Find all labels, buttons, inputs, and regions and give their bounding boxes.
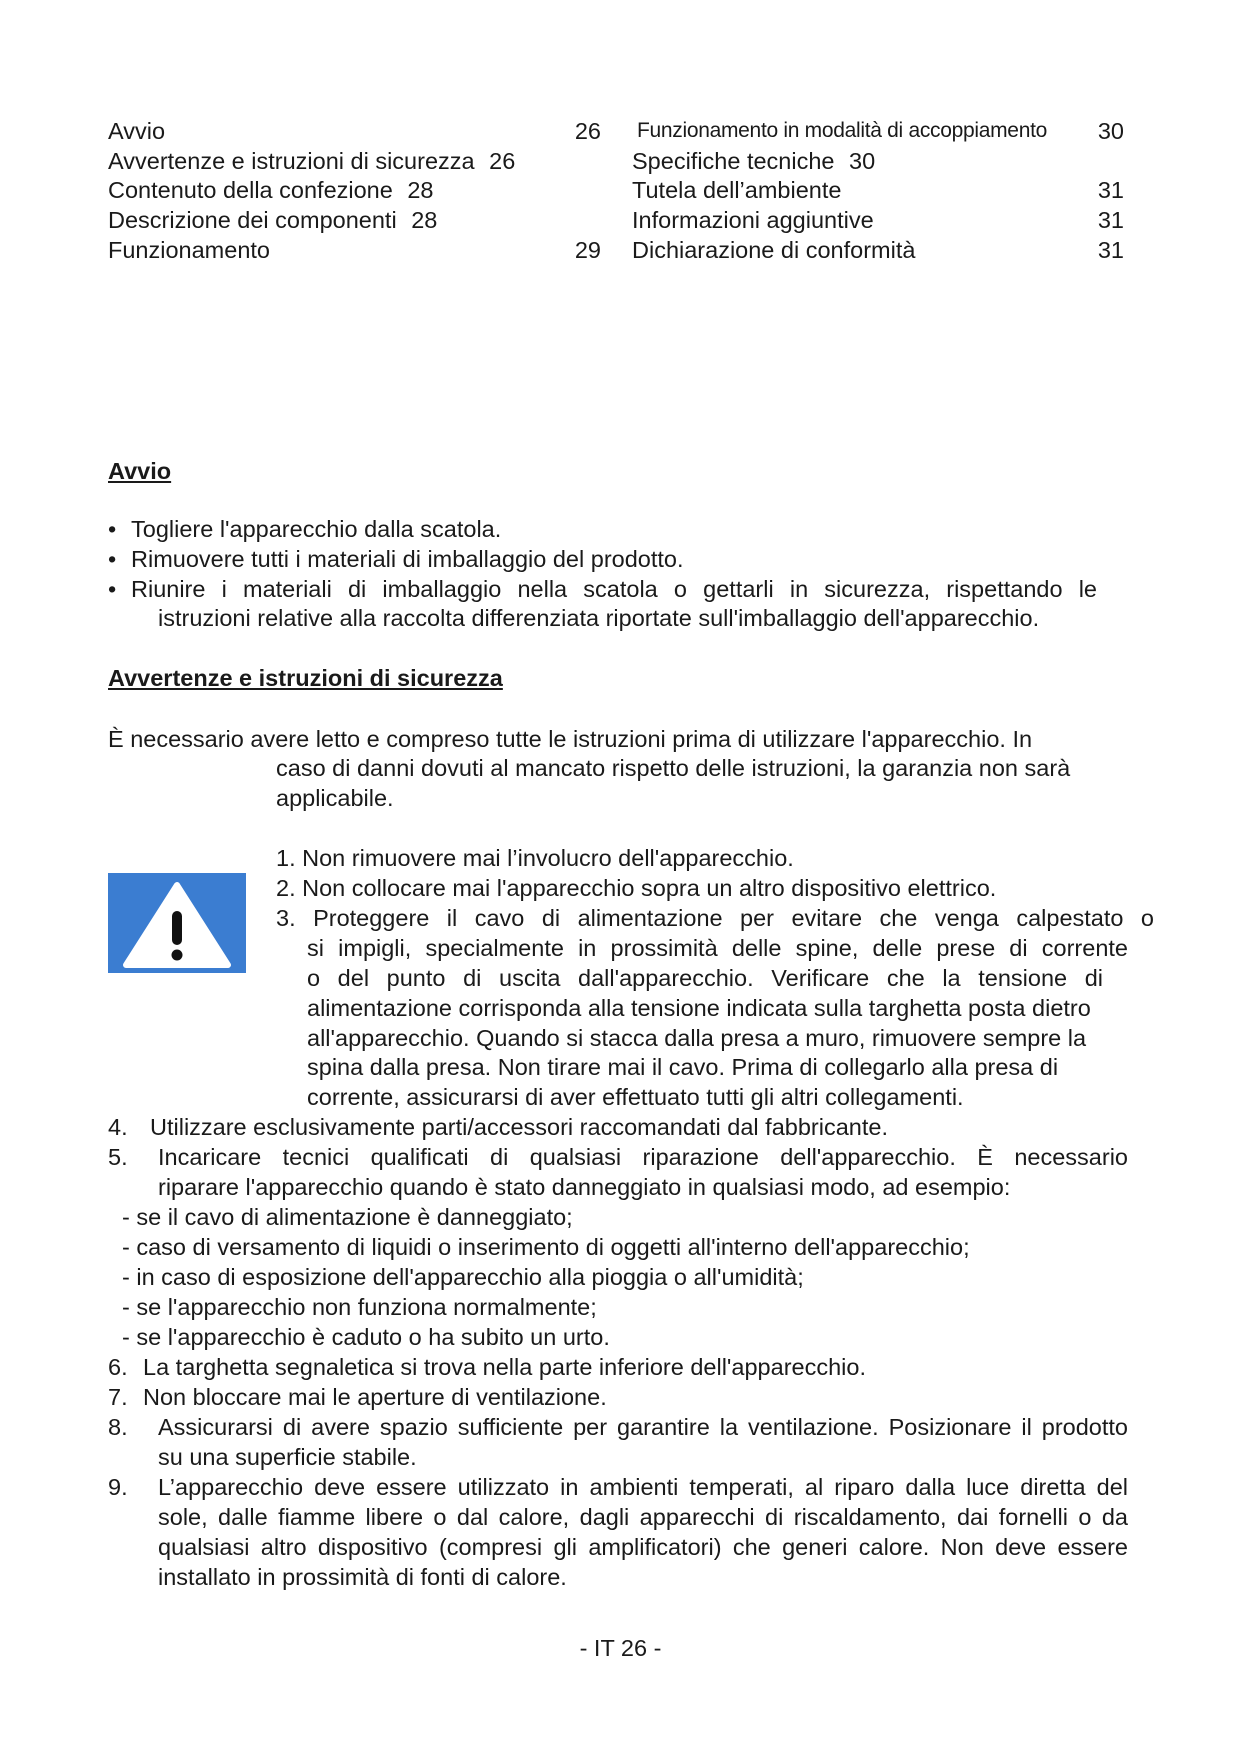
toc-title: Contenuto della confezione	[108, 177, 393, 203]
list-item	[108, 514, 116, 544]
bullet-icon: •	[108, 576, 117, 602]
safety-item-3-cont: spina dalla presa. Non tirare mai il cavo. Prima di collegarlo alla presa di	[307, 1054, 1059, 1080]
intro-line: caso di danni dovuti al mancato rispetto delle istruzioni, la garanzia non sarà	[276, 755, 1071, 781]
toc-entry[interactable]	[632, 235, 915, 265]
safety-item-8: Assicurarsi di avere spazio sufficiente per garantire la ventilazione. Posizionare il prodotto	[158, 1414, 1128, 1440]
safety-item-3-cont: si impigli, specialmente in prossimità delle spine, delle prese di corrente	[307, 935, 1128, 961]
dash-item: - se il cavo di alimentazione è danneggiato;	[122, 1204, 573, 1230]
toc-title: Dichiarazione di conformità	[632, 237, 916, 263]
toc-title: Funzionamento	[108, 237, 270, 263]
toc-page: 29	[574, 237, 601, 263]
safety-item-9-cont: sole, dalle fiamme libere o dal calore, dagli apparecchi di riscaldamento, dai fornelli o da	[158, 1504, 1128, 1530]
toc-page: 31	[1097, 237, 1124, 263]
dash-item: - se l'apparecchio è caduto o ha subito un urto.	[122, 1324, 610, 1350]
toc-entry[interactable]	[108, 116, 165, 146]
toc-page: 28	[407, 177, 434, 203]
safety-item-3-cont: all'apparecchio. Quando si stacca dalla presa a muro, rimuovere sempre la	[307, 1025, 1087, 1051]
safety-item-5-cont: riparare l'apparecchio quando è stato danneggiato in qualsiasi modo, ad esempio:	[158, 1174, 1011, 1200]
safety-item-9-number: 9.	[108, 1474, 128, 1500]
toc-entry[interactable]	[632, 175, 841, 205]
toc-page: 30	[1097, 118, 1124, 144]
toc-page: 30	[849, 148, 876, 174]
safety-item-5-number: 5.	[108, 1144, 128, 1170]
toc-page: 31	[1097, 177, 1124, 203]
toc-entry[interactable]	[637, 116, 1047, 146]
bullet-icon: •	[108, 546, 117, 572]
toc-title: Descrizione dei componenti	[108, 207, 397, 233]
dash-item: - in caso di esposizione dell'apparecchio alla pioggia o all'umidità;	[122, 1264, 804, 1290]
safety-item-6-number: 6.	[108, 1354, 128, 1380]
toc-title: Tutela dell’ambiente	[632, 177, 842, 203]
safety-item-8-number: 8.	[108, 1414, 128, 1440]
toc-entry[interactable]	[108, 205, 437, 235]
dash-item: - caso di versamento di liquidi o inserimento di oggetti all'interno dell'apparecchio;	[122, 1234, 970, 1260]
safety-item-1: 1. Non rimuovere mai l’involucro dell'apparecchio.	[276, 845, 794, 871]
toc-page: 26	[574, 118, 601, 144]
toc-page: 31	[1097, 207, 1124, 233]
toc-title: Avvertenze e istruzioni di sicurezza	[108, 148, 475, 174]
toc-entry[interactable]	[632, 146, 875, 176]
toc-entry[interactable]	[108, 146, 515, 176]
list-item-text: Rimuovere tutti i materiali di imballaggio del prodotto.	[131, 546, 684, 572]
safety-item-8-cont: su una superficie stabile.	[158, 1444, 417, 1470]
dash-item: - se l'apparecchio non funziona normalmente;	[122, 1294, 597, 1320]
toc-page: 26	[489, 148, 516, 174]
toc-entry[interactable]	[108, 175, 434, 205]
safety-item-7-number: 7.	[108, 1384, 128, 1410]
toc-title: Avvio	[108, 118, 166, 144]
page-number: - IT 26 -	[579, 1635, 662, 1661]
list-item-text: Riunire i materiali di imballaggio nella scatola o gettarli in sicurezza, rispettando le	[131, 576, 1097, 602]
section-heading-avvio: Avvio	[108, 458, 172, 484]
toc-entry[interactable]	[108, 235, 270, 265]
safety-item-3-cont: corrente, assicurarsi di aver effettuato tutti gli altri collegamenti.	[307, 1084, 964, 1110]
bullet-icon: •	[108, 516, 117, 542]
warning-icon	[108, 873, 246, 973]
toc-entry[interactable]	[632, 205, 874, 235]
safety-item-5: Incaricare tecnici qualificati di qualsiasi riparazione dell'apparecchio. È necessario	[158, 1144, 1128, 1170]
list-item-text: Togliere l'apparecchio dalla scatola.	[131, 516, 502, 542]
toc-title: Funzionamento in modalità di accoppiamento	[637, 119, 1047, 142]
toc-title: Specifiche tecniche	[632, 148, 835, 174]
safety-item-2: 2. Non collocare mai l'apparecchio sopra un altro dispositivo elettrico.	[276, 875, 997, 901]
list-item	[108, 574, 116, 604]
intro-line: applicabile.	[276, 785, 394, 811]
section-heading-safety: Avvertenze e istruzioni di sicurezza	[108, 665, 503, 691]
safety-item-9: L’apparecchio deve essere utilizzato in ambienti temperati, al riparo dalla luce diretta del	[158, 1474, 1128, 1500]
safety-item-4: Utilizzare esclusivamente parti/accessori raccomandati dal fabbricante.	[150, 1114, 888, 1140]
toc-page: 28	[411, 207, 438, 233]
safety-item-9-cont: installato in prossimità di fonti di calore.	[158, 1564, 567, 1590]
list-item-text: istruzioni relative alla raccolta differenziata riportate sull'imballaggio dell'apparecchio.	[158, 605, 1040, 631]
safety-item-3-cont: alimentazione corrisponda alla tensione indicata sulla targhetta posta dietro	[307, 995, 1091, 1021]
intro-line: È necessario avere letto e compreso tutte le istruzioni prima di utilizzare l'apparecchio. In	[108, 726, 1033, 752]
list-item	[108, 544, 116, 574]
safety-item-7: Non bloccare mai le aperture di ventilazione.	[143, 1384, 607, 1410]
toc-title: Informazioni aggiuntive	[632, 207, 874, 233]
safety-item-3: 3. Proteggere il cavo di alimentazione per evitare che venga calpestato o	[276, 905, 1154, 931]
safety-item-4-number: 4.	[108, 1114, 128, 1140]
safety-item-9-cont: qualsiasi altro dispositivo (compresi gli amplificatori) che generi calore. Non deve essere	[158, 1534, 1128, 1560]
safety-item-3-cont: o del punto di uscita dall'apparecchio. Verificare che la tensione di	[307, 965, 1103, 991]
safety-item-6: La targhetta segnaletica si trova nella parte inferiore dell'apparecchio.	[143, 1354, 866, 1380]
